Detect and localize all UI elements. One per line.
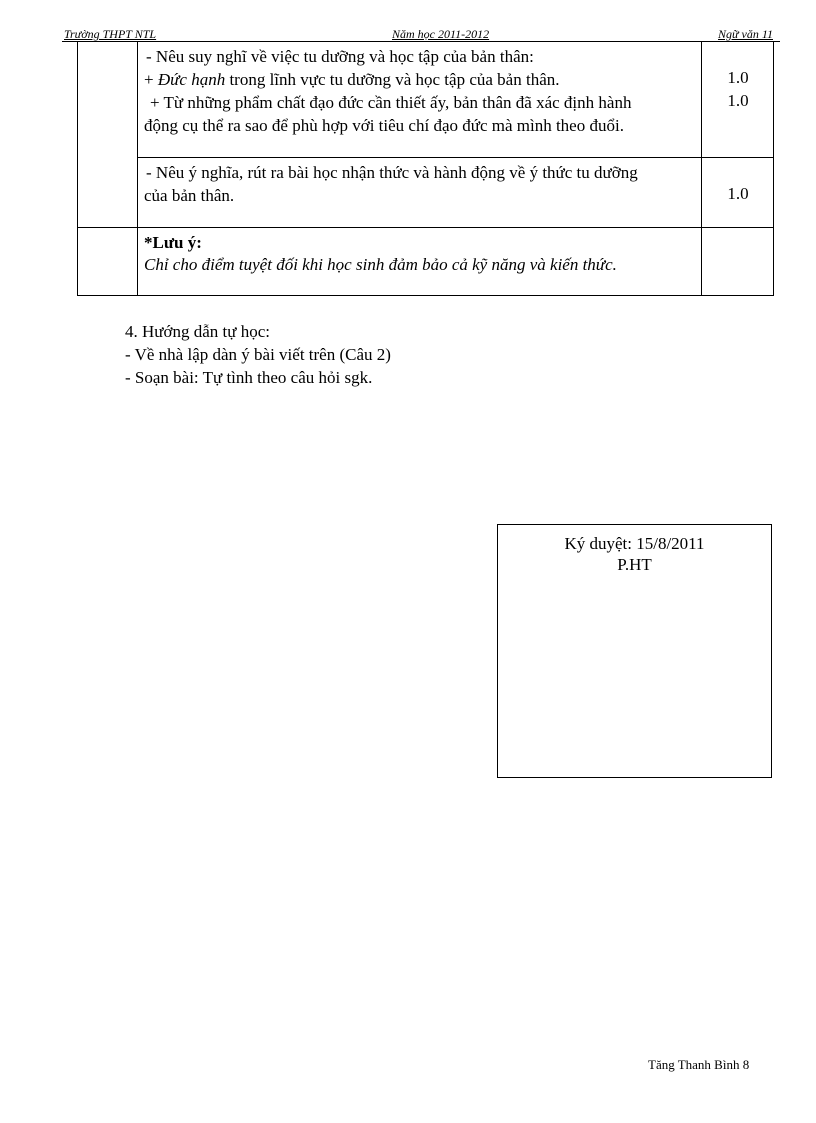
- row1-score2: 1.0: [727, 91, 749, 110]
- self-study-item: - Về nhà lập dàn ý bài viết trên (Câu 2): [125, 345, 391, 364]
- header-school: Trường THPT NTL: [64, 27, 157, 41]
- self-study-item: - Soạn bài: Tự tình theo câu hỏi sgk.: [125, 368, 373, 387]
- header-rule: [62, 41, 780, 42]
- row1-line1: - Nêu suy nghĩ về việc tu dưỡng và học tập của bản thân:: [146, 47, 534, 66]
- note-title: *Lưu ý:: [144, 233, 202, 252]
- approval-title: P.HT: [617, 555, 652, 574]
- row2-line2: của bản thân.: [144, 186, 235, 205]
- row2-score: 1.0: [727, 184, 749, 203]
- header-subject: Ngữ văn 11: [718, 27, 773, 41]
- row1-line4: động cụ thể ra sao để phù hợp với tiêu chí đạo đức mà mình theo đuổi.: [144, 116, 624, 135]
- header-year: Năm học 2011-2012: [392, 27, 490, 41]
- row1-line2: + Đức hạnh trong lĩnh vực tu dưỡng và học tập của bản thân.: [144, 70, 560, 89]
- row2-line1: - Nêu ý nghĩa, rút ra bài học nhận thức và hành động về ý thức tu dưỡng: [146, 163, 638, 182]
- approval-date: Ký duyệt: 15/8/2011: [564, 534, 705, 553]
- row1-line3: + Từ những phẩm chất đạo đức cần thiết ấy, bản thân đã xác định hành: [150, 93, 632, 112]
- approval-box: [497, 524, 772, 778]
- self-study-title: 4. Hướng dẫn tự học:: [125, 322, 270, 341]
- note-text: Chỉ cho điểm tuyệt đối khi học sinh đảm bảo cả kỹ năng và kiến thức.: [144, 255, 617, 274]
- row1-score1: 1.0: [727, 68, 749, 87]
- page-footer: Tăng Thanh Bình 8: [648, 1057, 750, 1072]
